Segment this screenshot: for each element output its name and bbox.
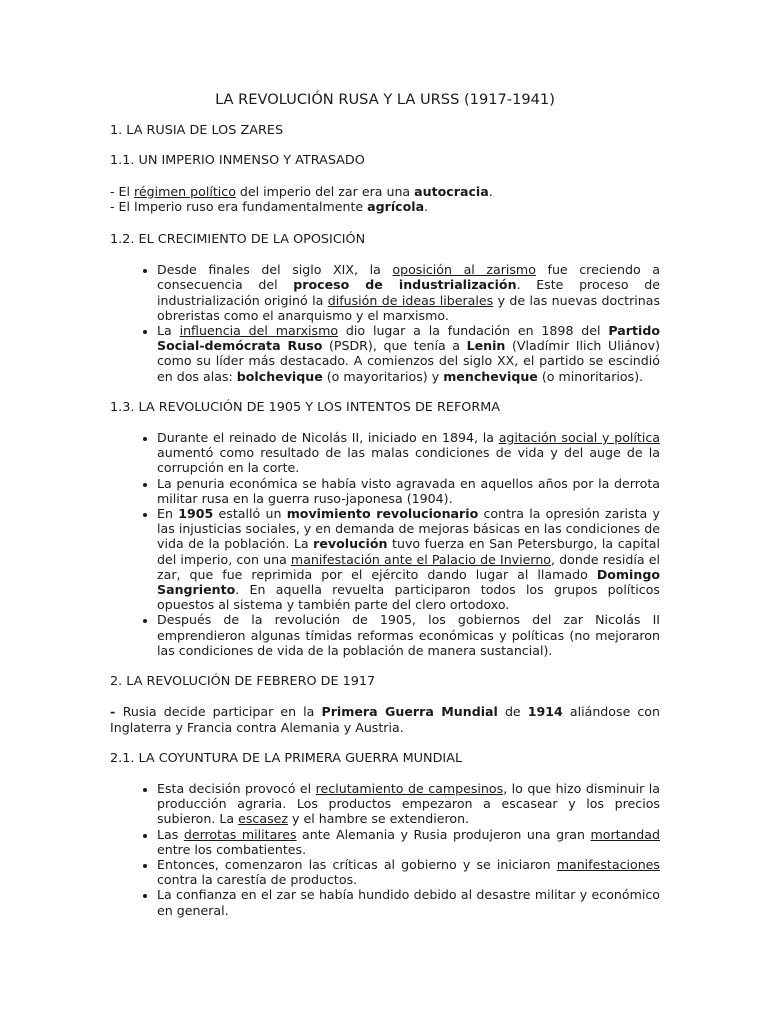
text-run: y de las nuevas doctrinas obreristas como el anarquismo y el marxismo. <box>157 292 661 323</box>
bold-text: Partido Social-demócrata Ruso <box>157 323 660 354</box>
text-run: , donde residía el zar, que fue reprimida por el ejército dando lugar al llamado <box>157 551 660 582</box>
bold-text: agrícola <box>367 198 425 214</box>
text-run: - El <box>110 183 135 199</box>
section-heading: 1. LA RUSIA DE LOS ZARES <box>110 123 284 139</box>
underlined-text: reclutamiento de campesinos <box>315 780 504 796</box>
text-run: Rusia decide participar en la <box>122 704 322 720</box>
list-item <box>157 430 660 476</box>
underlined-text: régimen político <box>134 183 236 199</box>
list-item <box>157 781 660 827</box>
list-item <box>157 612 660 658</box>
bold-text: autocracia <box>414 183 489 199</box>
text-run: contra la opresión zarista y las injusticias sociales, y en demanda de mejoras básicas en las condiciones de vida de la población. La <box>157 506 660 552</box>
text-run: Entonces, comenzaron las críticas al gobierno y se iniciaron <box>157 856 557 872</box>
text-run: (o minoritarios). <box>537 368 644 384</box>
text-run: (Vladímir Ilich Uliánov) como su líder más destacado. A comienzos del siglo XX, el partido se escindió en dos alas: <box>157 338 660 384</box>
bold-text: movimiento revolucionario <box>286 506 479 522</box>
text-run: , lo que hizo disminuir la producción agraria. Los productos empezaron a escasear y los precios subieron. La <box>157 780 661 827</box>
list-item <box>157 857 660 887</box>
text-run: estalló un <box>213 506 287 522</box>
text-run: contra la carestía de productos. <box>157 872 358 888</box>
list-item <box>157 506 660 612</box>
section-heading: 2.1. LA COYUNTURA DE LA PRIMERA GUERRA MUNDIAL <box>110 750 463 766</box>
bold-text: proceso de industrialización <box>293 277 517 293</box>
text-run: del imperio del zar era una <box>235 183 415 199</box>
text-line <box>110 184 660 199</box>
underlined-text: difusión de ideas liberales <box>327 292 494 308</box>
text-run: (PSDR), que tenía a <box>322 338 467 354</box>
text-lines <box>110 184 660 214</box>
bold-text: Lenin <box>466 338 506 354</box>
bold-text: - <box>110 704 123 720</box>
text-run: . <box>488 183 493 199</box>
bold-text: 1905 <box>178 506 214 522</box>
text-run: ante Alemania y Rusia produjeron una gran <box>296 826 591 842</box>
text-run: Después de la revolución de 1905, los gobiernos del zar Nicolás II emprendieron algunas tímidas reformas económicas y políticas (no mejoraron las condiciones de vida de la población de manera sustancial). <box>157 612 660 658</box>
section-heading: 1.1. UN IMPERIO INMENSO Y ATRASADO <box>110 153 365 169</box>
underlined-text: derrotas militares <box>183 826 297 842</box>
section-heading: 1.3. LA REVOLUCIÓN DE 1905 Y LOS INTENTOS DE REFORMA <box>110 399 501 415</box>
bullet-list <box>110 262 660 384</box>
text-run: Durante el reinado de Nicolás II, iniciado en 1894, la <box>157 430 499 446</box>
bold-text: 1914 <box>527 704 563 720</box>
section-heading: 2. LA REVOLUCIÓN DE FEBRERO DE 1917 <box>110 674 376 690</box>
underlined-text: manifestación ante el Palacio de Invierno <box>290 551 552 567</box>
document-body <box>110 123 660 918</box>
bullet-list <box>110 781 660 918</box>
text-run: fue creciendo a consecuencia del <box>157 262 660 293</box>
underlined-text: influencia del marxismo <box>179 323 339 339</box>
text-run: (o mayoritarios) y <box>322 368 444 384</box>
bold-text: Domingo Sangriento <box>157 566 660 598</box>
text-run: . En aquella revuelta participaron todos los grupos políticos opuestos al sistema y también parte del clero ortodoxo. <box>157 582 660 613</box>
bold-text: revolución <box>313 536 388 552</box>
text-run: de <box>497 704 528 720</box>
list-item <box>157 887 660 917</box>
text-run: aumentó como resultado de las malas condiciones de vida y del auge de la corrupción en la corte. <box>157 445 660 476</box>
list-item <box>157 323 660 384</box>
text-line <box>110 199 660 214</box>
section-heading: 1.2. EL CRECIMIENTO DE LA OPOSICIÓN <box>110 232 366 248</box>
underlined-text: manifestaciones <box>556 856 660 872</box>
text-run: dio lugar a la fundación en 1898 del <box>338 323 609 339</box>
list-item <box>157 827 660 857</box>
text-run: La confianza en el zar se había hundido debido al desastre militar y económico en general. <box>157 887 660 918</box>
bullet-list <box>110 430 660 658</box>
bold-text: menchevique <box>443 368 538 384</box>
underlined-text: mortandad <box>590 826 660 842</box>
text-run: Desde finales del siglo XIX, la <box>157 262 393 278</box>
bold-text: Primera Guerra Mundial <box>321 704 498 720</box>
text-run: . Este proceso de industrialización originó la <box>157 277 660 308</box>
document-title: LA REVOLUCIÓN RUSA Y LA URSS (1917-1941) <box>215 91 555 108</box>
text-run: La <box>157 323 180 339</box>
text-run: Esta decisión provocó el <box>157 780 316 796</box>
underlined-text: agitación social y política <box>498 430 660 446</box>
text-run: En <box>157 506 179 522</box>
bold-text: bolchevique <box>236 368 323 384</box>
text-run: - El Imperio ruso era fundamentalmente <box>110 198 368 214</box>
text-run: entre los combatientes. <box>157 841 307 857</box>
paragraph <box>110 704 660 734</box>
text-run: tuvo fuerza en San Petersburgo, la capital del imperio, con una <box>157 536 660 567</box>
list-item <box>157 476 660 506</box>
underlined-text: escasez <box>238 811 288 827</box>
list-item <box>157 262 660 323</box>
text-run: La penuria económica se había visto agravada en aquellos años por la derrota militar rusa en la guerra ruso-japonesa (1904). <box>157 475 660 506</box>
underlined-text: oposición al zarismo <box>392 262 536 278</box>
text-run: Las <box>157 826 184 842</box>
text-run: y el hambre se extendieron. <box>288 811 470 827</box>
text-run: aliándose con Inglaterra y Francia contra Alemania y Austria. <box>110 704 660 735</box>
text-run: . <box>424 198 429 214</box>
